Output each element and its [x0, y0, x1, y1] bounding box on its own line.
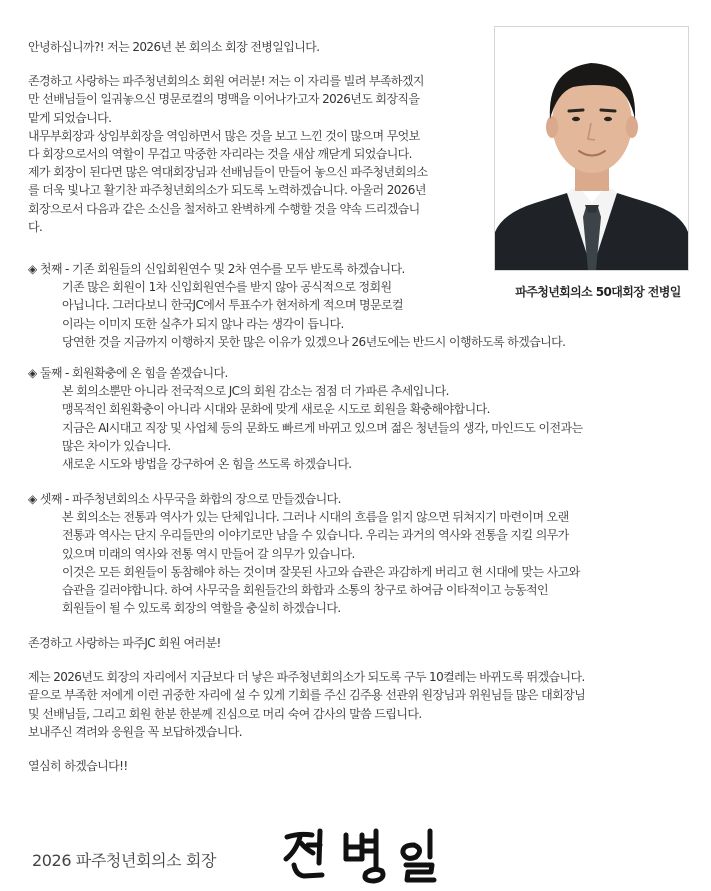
commitment-line: 많은 차이가 있습니다.	[62, 438, 171, 453]
signature-strokes	[282, 825, 467, 885]
spacer	[28, 741, 698, 757]
commitment-third	[28, 490, 688, 617]
commitment-heading: ◈ 첫째 - 기존 회원들의 신입회원연수 및 2차 연수를 모두 받도록 하겠습니다.	[28, 262, 405, 276]
commitment-body	[28, 278, 688, 351]
spacer	[28, 652, 698, 668]
salutation-line: 존경하고 사랑하는 파주JC 회원 여러분!	[28, 636, 221, 650]
intro-line: 를 더욱 빛나고 활기찬 파주청년회의소가 되도록 노력하겠습니다. 아울러 2026년	[28, 183, 426, 198]
commitment-second	[28, 364, 688, 473]
intro-line: 다.	[28, 219, 43, 234]
spacer	[28, 56, 496, 72]
outro-line: 및 선배님들, 그리고 회원 한분 한분께 진심으로 머리 숙여 감사의 말씀 드립니다.	[28, 706, 422, 721]
handwritten-signature	[282, 825, 467, 889]
closing-line: 열심히 하겠습니다!!	[28, 759, 128, 774]
intro-line: 다 회장으로서의 역할이 무겁고 막중한 자리라는 것을 새삼 깨닫게 되었습니다.	[28, 147, 412, 162]
intro-line: 만 선배님들이 일궈놓으신 명문로컬의 명맥을 이어나가고자 2026년도 회장직을	[28, 92, 420, 107]
outro-block	[28, 634, 698, 775]
greeting-line: 안녕하십니까?! 저는 2026년 본 회의소 회장 전병일입니다.	[28, 40, 320, 54]
outro-line: 끝으로 부족한 저에게 이런 귀중한 자리에 설 수 있게 기회를 주신 김주용 선관위 원장님과 위원님들 많은 대회장님	[28, 688, 586, 703]
intro-line: 회장으로서 다음과 같은 소신을 철저하고 완벽하게 수행할 것을 약속 드리겠습니	[28, 201, 420, 216]
commitment-heading: ◈ 셋째 - 파주청년회의소 사무국을 화합의 장으로 만들겠습니다.	[28, 492, 341, 506]
commitment-line: 기존 많은 회원이 1차 신입회원연수를 받지 않아 공식적으로 정회원	[62, 280, 392, 295]
commitment-line: 지금은 AI시대고 직장 및 사업체 등의 문화도 빠르게 바뀌고 있으며 젊은 청년들의 생각, 마인드도 이전과는	[62, 420, 583, 435]
commitment-line: 습관을 길러야합니다. 하여 사무국을 회원들간의 화합과 소통의 창구로 하여금 이타적이고 능동적인	[62, 583, 549, 598]
photo-caption: 파주청년회의소 50대회장 전병일	[515, 285, 681, 299]
outro-line: 보내주신 격려와 응원을 꼭 보답하겠습니다.	[28, 724, 242, 739]
commitment-line: 당연한 것을 지금까지 이행하지 못한 많은 이유가 있겠으나 26년도에는 반드시 이행하도록 하겠습니다.	[62, 334, 566, 349]
outro-line: 제는 2026년도 회장의 자리에서 지금보다 더 낳은 파주청년회의소가 되도록 구두 10켤레는 바뀌도록 뛰겠습니다.	[28, 670, 585, 685]
commitment-line: 이것은 모든 회원들이 동참해야 하는 것이며 잘못된 사고와 습관은 과감하게 버리고 현 시대에 맞는 사고와	[62, 564, 580, 579]
commitment-line: 회원들이 될 수 있도록 회장의 역할을 충실히 하겠습니다.	[62, 601, 341, 616]
intro-line: 내무부회장과 상임부회장을 역임하면서 많은 것을 보고 느낀 것이 많으며 무엇보	[28, 128, 420, 143]
signature-label: 2026 파주청년회의소 회장	[32, 851, 216, 870]
commitment-line: 맹목적인 회원확충이 아니라 시대와 문화에 맞게 새로운 시도로 회원을 확충해야합니다.	[62, 402, 490, 417]
commitment-line: 전통과 역사는 단지 우리들만의 이야기로만 남을 수 있습니다. 우리는 과거의 역사와 전통을 지킬 의무가	[62, 528, 569, 543]
commitment-line: 아닙니다. 그러다보니 한국JC에서 투표수가 현저하게 적으며 명문로컬	[62, 298, 403, 313]
commitment-line: 본 회의소는 전통과 역사가 있는 단체입니다. 그러나 시대의 흐름을 읽지 않으면 뒤쳐지기 마련이며 오랜	[62, 510, 569, 525]
commitment-line: 새로운 시도와 방법을 강구하여 온 힘을 쓰도록 하겠습니다.	[62, 457, 352, 472]
commitment-body	[28, 508, 688, 617]
commitment-first	[28, 260, 688, 351]
commitment-line: 본 회의소뿐만 아니라 전국적으로 JC의 회원 감소는 점점 더 가파른 추세입니다.	[62, 384, 449, 399]
intro-line: 제가 회장이 된다면 많은 역대회장님과 선배님들이 만들어 놓으신 파주청년회의소	[28, 165, 428, 180]
commitment-heading: ◈ 둘째 - 회원확충에 온 힘을 쏟겠습니다.	[28, 366, 228, 380]
commitment-line: 있으며 미래의 역사와 전통 역시 만들어 갈 의무가 있습니다.	[62, 546, 355, 561]
president-photo	[494, 26, 689, 271]
portrait-illustration	[495, 27, 688, 270]
intro-line: 맡게 되었습니다.	[28, 110, 112, 125]
commitment-body	[28, 382, 688, 473]
intro-line: 존경하고 사랑하는 파주청년회의소 회원 여러분! 저는 이 자리를 빌려 부족하겠지	[28, 74, 424, 89]
commitment-line: 이라는 이미지 또한 실추가 되지 않나 라는 생각이 듭니다.	[62, 316, 344, 331]
intro-block	[28, 38, 496, 236]
